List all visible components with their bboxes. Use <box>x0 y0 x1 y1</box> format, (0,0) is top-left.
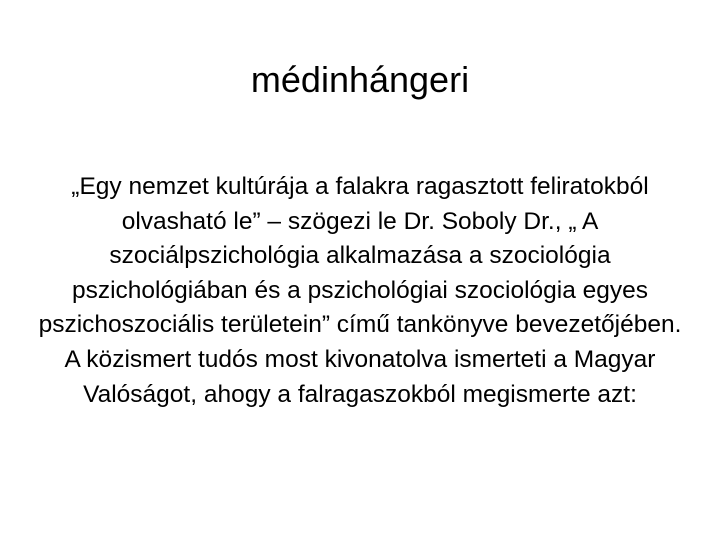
slide-title: médinhángeri <box>250 59 470 100</box>
slide-body-text: „Egy nemzet kultúrája a falakra ragasztott feliratokból olvasható le” – szögezi le Dr. Soboly Dr., „ A szociálpszichológia alkalmazása a szociológia pszichológiában és a pszichológiai szociológia egyes pszichoszociális területein” című tankönyve bevezetőjében. A közismert tudós most kivonatolva ismerteti a Magyar Valóságot, ahogy a falragaszokból megismerte azt: <box>38 173 682 408</box>
